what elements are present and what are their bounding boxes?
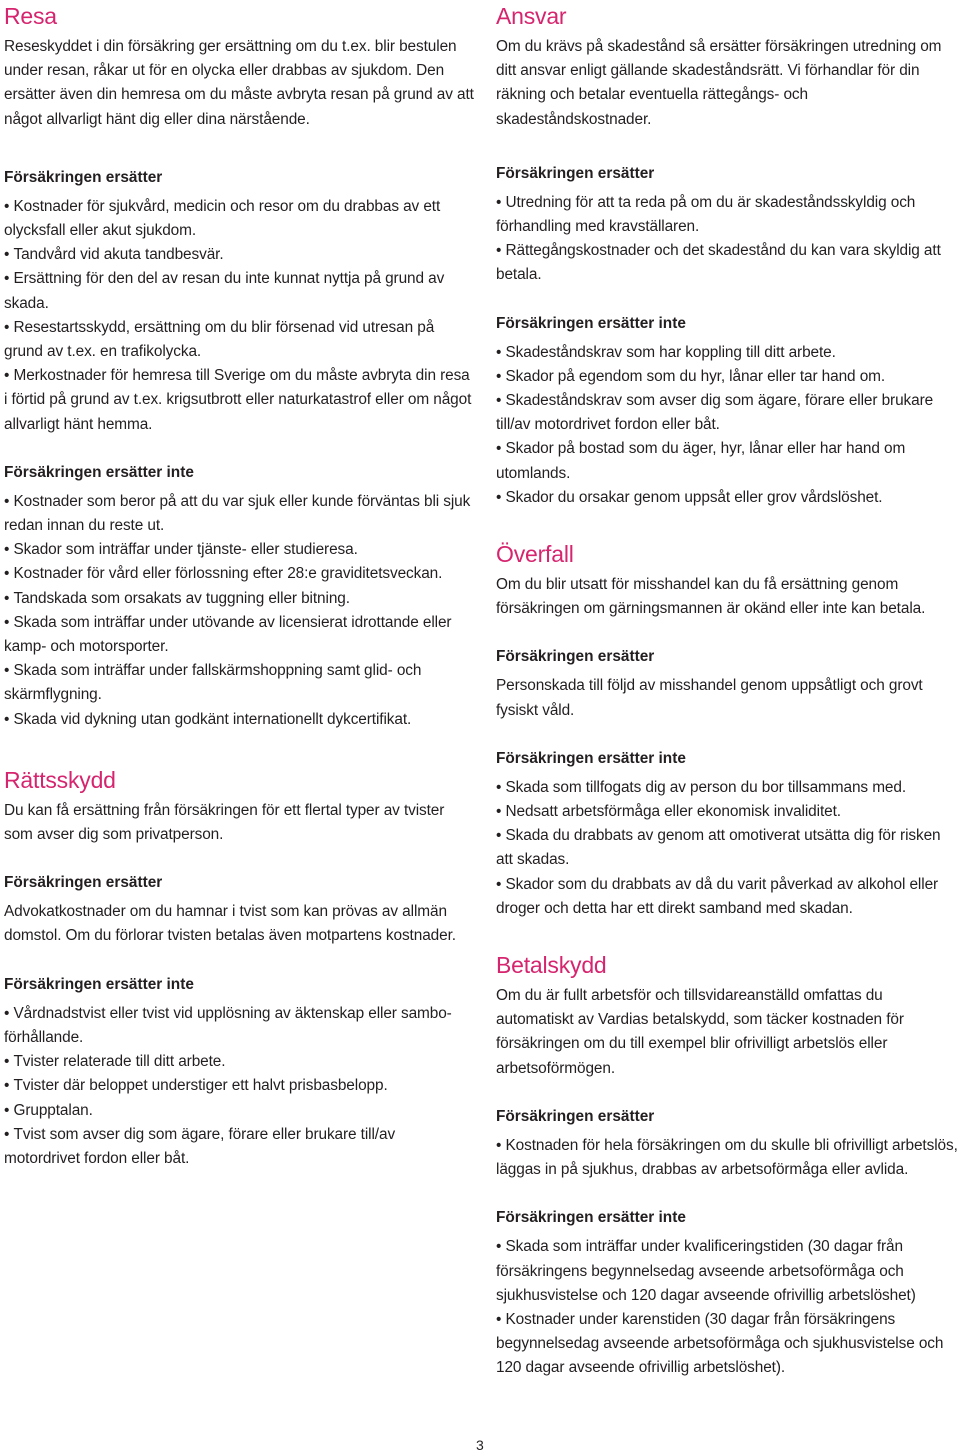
list-item: • Skador som inträffar under tjänste- eller studieresa. — [4, 538, 474, 562]
list-item: • Skadeståndskrav som har koppling till ditt arbete. — [496, 341, 958, 365]
list-item: • Skador som du drabbats av då du varit påverkad av alkohol eller droger och detta har ett direkt samband med skadan. — [496, 873, 958, 921]
list-item: • Nedsatt arbetsförmåga eller ekonomisk invaliditet. — [496, 800, 958, 824]
list-item: • Tandvård vid akuta tandbesvär. — [4, 243, 474, 267]
list-item: • Tandskada som orsakats av tuggning eller bitning. — [4, 587, 474, 611]
section-intro: Du kan få ersättning från försäkringen för ett flertal typer av tvister som avser dig som privatperson. — [4, 801, 445, 844]
list-item: • Skada du drabbats av genom att omotiverat utsätta dig för risken att skadas. — [496, 824, 958, 872]
excludes-list — [496, 1235, 958, 1380]
excludes-list — [4, 490, 474, 732]
excludes-heading: Försäkringen ersätter inte — [496, 749, 686, 767]
list-item: • Kostnader för vård eller förlossning efter 28:e graviditetsveckan. — [4, 562, 474, 586]
excludes-list — [496, 776, 958, 921]
section-title: Betalskydd — [496, 952, 607, 979]
excludes-heading: Försäkringen ersätter inte — [4, 975, 194, 993]
covers-list — [4, 195, 474, 437]
covers-heading: Försäkringen ersätter — [496, 648, 655, 666]
covers-list — [496, 191, 958, 288]
list-item: • Kostnaden för hela försäkringen om du skulle bli ofrivilligt arbetslös, läggas in på sjukhus, drabbas av arbetsoförmåga eller avlida. — [496, 1134, 958, 1182]
section-intro: Om du krävs på skadestånd så ersätter försäkringen utredning om ditt ansvar enligt gällande skadeståndsrätt. Vi förhandlar för din räkning och betalar eventuella rättegångs- och skadeståndskostnader. — [496, 38, 942, 128]
list-item: • Skador på bostad som du äger, hyr, lånar eller har hand om utomlands. — [496, 437, 958, 485]
excludes-heading: Försäkringen ersätter inte — [496, 314, 686, 332]
section-intro: Om du blir utsatt för misshandel kan du få ersättning genom försäkringen om gärningsmannen är okänd eller inte kan betala. — [496, 576, 926, 618]
section-intro: Reseskyddet i din försäkring ger ersättning om du t.ex. blir bestulen under resan, råkar ut för en olycka eller drabbas av sjukdom. Den ersätter även din hemresa om du måste avbryta resan på grund av att något allvarligt hänt dig eller dina närstående. — [4, 38, 474, 128]
list-item: • Rättegångskostnader och det skadestånd du kan vara skyldig att betala. — [496, 239, 958, 287]
list-item: • Utredning för att ta reda på om du är skadeståndsskyldig och förhandling med kravställaren. — [496, 191, 958, 239]
list-item: • Skada som inträffar under utövande av licensierat idrottande eller kamp- och motorsporter. — [4, 611, 474, 659]
list-item: • Grupptalan. — [4, 1099, 474, 1123]
list-item: • Kostnader under karenstiden (30 dagar från försäkringens begynnelsedag avseende arbetsoförmåga och sjukhusvistelse och 120 dagar avseende ofrivillig arbetslöshet). — [496, 1308, 958, 1381]
list-item: • Skada vid dykning utan godkänt internationellt dykcertifikat. — [4, 708, 474, 732]
list-item: • Tvister där beloppet understiger ett halvt prisbasbelopp. — [4, 1074, 474, 1098]
covers-heading: Försäkringen ersätter — [4, 168, 163, 186]
section-betalskydd — [496, 951, 958, 1380]
section-ansvar — [496, 2, 958, 510]
section-title: Överfall — [496, 541, 574, 568]
page-number: 3 — [476, 1437, 484, 1453]
covers-heading: Försäkringen ersätter — [4, 874, 163, 892]
list-item: • Skada som tillfogats dig av person du bor tillsammans med. — [496, 776, 958, 800]
covers-heading: Försäkringen ersätter — [496, 1107, 655, 1125]
list-item: • Vårdnadstvist eller tvist vid upplösning av äktenskap eller sambo-förhållande. — [4, 1002, 474, 1050]
excludes-heading: Försäkringen ersätter inte — [496, 1209, 686, 1227]
list-item: • Kostnader som beror på att du var sjuk eller kunde förväntas bli sjuk redan innan du reste ut. — [4, 490, 474, 538]
covers-heading: Försäkringen ersätter — [496, 164, 655, 182]
covers-text: Personskada till följd av misshandel genom uppsåtligt och grovt fysiskt våld. — [496, 677, 923, 719]
section-overfall — [496, 540, 958, 921]
list-item: • Skadeståndskrav som avser dig som ägare, förare eller brukare till/av motordrivet fordon eller båt. — [496, 389, 958, 437]
list-item: • Tvist som avser dig som ägare, förare eller brukare till/av motordrivet fordon eller båt. — [4, 1123, 474, 1171]
section-title: Resa — [4, 3, 57, 29]
right-column — [496, 0, 958, 1381]
list-item: • Tvister relaterade till ditt arbete. — [4, 1050, 474, 1074]
list-item: • Skada som inträffar under fallskärmshoppning samt glid- och skärmflygning. — [4, 659, 474, 707]
section-resa — [4, 2, 474, 732]
left-column — [4, 0, 474, 1171]
list-item: • Merkostnader för hemresa till Sverige om du måste avbryta din resa i förtid på grund av t.ex. krigsutbrott eller naturkatastrof eller om något allvarligt hänt hemma. — [4, 364, 474, 437]
section-intro: Om du är fullt arbetsför och tillsvidareanställd omfattas du automatiskt av Vardias betalskydd, som täcker kostnaden för försäkringen om du till exempel blir ofrivilligt arbetslös eller arbetsoförmögen. — [496, 987, 904, 1077]
list-item: • Skador på egendom som du hyr, lånar eller tar hand om. — [496, 365, 958, 389]
section-rattsskydd — [4, 766, 474, 1171]
list-item: • Skada som inträffar under kvalificeringstiden (30 dagar från försäkringens begynnelsedag avseende arbetsoförmåga och sjukhusvistelse och 120 dagar avseende ofrivillig arbetslöshet) — [496, 1235, 958, 1308]
list-item: • Kostnader för sjukvård, medicin och resor om du drabbas av ett olycksfall eller akut sjukdom. — [4, 195, 474, 243]
section-title: Ansvar — [496, 3, 567, 29]
section-title: Rättsskydd — [4, 766, 116, 793]
list-item: • Ersättning för den del av resan du inte kunnat nyttja på grund av skada. — [4, 267, 474, 315]
covers-text: Advokatkostnader om du hamnar i tvist som kan prövas av allmän domstol. Om du förlorar tvisten betalas även motpartens kostnader. — [4, 903, 456, 945]
list-item: • Resestartsskydd, ersättning om du blir försenad vid utresan på grund av t.ex. en trafikolycka. — [4, 316, 474, 364]
excludes-list — [4, 1002, 474, 1171]
list-item: • Skador du orsakar genom uppsåt eller grov vårdslöshet. — [496, 486, 958, 510]
covers-list — [496, 1134, 958, 1182]
excludes-heading: Försäkringen ersätter inte — [4, 463, 194, 481]
excludes-list — [496, 341, 958, 510]
